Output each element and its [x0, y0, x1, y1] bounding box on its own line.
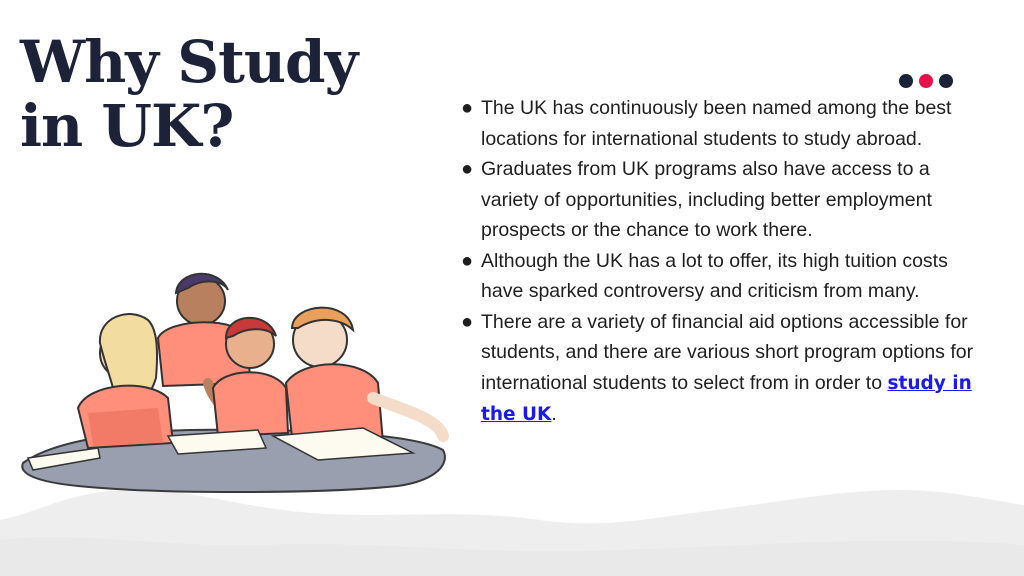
dot-1: [899, 74, 913, 88]
study-in-uk-link[interactable]: study in the UK: [481, 372, 972, 425]
dot-3: [939, 74, 953, 88]
bullet-marker: ●: [461, 158, 474, 180]
bullet-marker: ●: [461, 97, 474, 119]
bullet-text-4: [481, 307, 980, 431]
bullet-item-4: [460, 307, 980, 431]
bullet-marker: ●: [461, 310, 474, 333]
title-line-1: Why Study: [20, 28, 358, 96]
bullet-text-2: Graduates from UK programs also have access to a variety of opportunities, including better employment prospects or the chance to work there.: [481, 158, 932, 241]
bullet-text-3: Although the UK has a lot to offer, its high tuition costs have sparked controversy and criticism from many.: [481, 249, 948, 302]
slide-title: [20, 30, 357, 158]
slide-dots: [899, 74, 953, 90]
bullet-item-1: [460, 93, 980, 154]
bullet-marker: ●: [461, 249, 474, 272]
dot-2-active: [919, 74, 933, 88]
bullet-text-1: The UK has continuously been named among the best locations for international students to study abroad.: [481, 97, 952, 150]
bullet-item-3: [460, 246, 980, 307]
bullet-list: [460, 93, 980, 431]
bullet-item-2: [460, 154, 980, 246]
students-studying-illustration: [18, 258, 450, 494]
title-line-2: in UK?: [20, 92, 234, 160]
bullet-text-4-after: .: [551, 403, 557, 425]
bullet-text-4-before: There are a variety of financial aid options accessible for students, and there are various short program options for international students to select from in order to: [481, 310, 974, 394]
